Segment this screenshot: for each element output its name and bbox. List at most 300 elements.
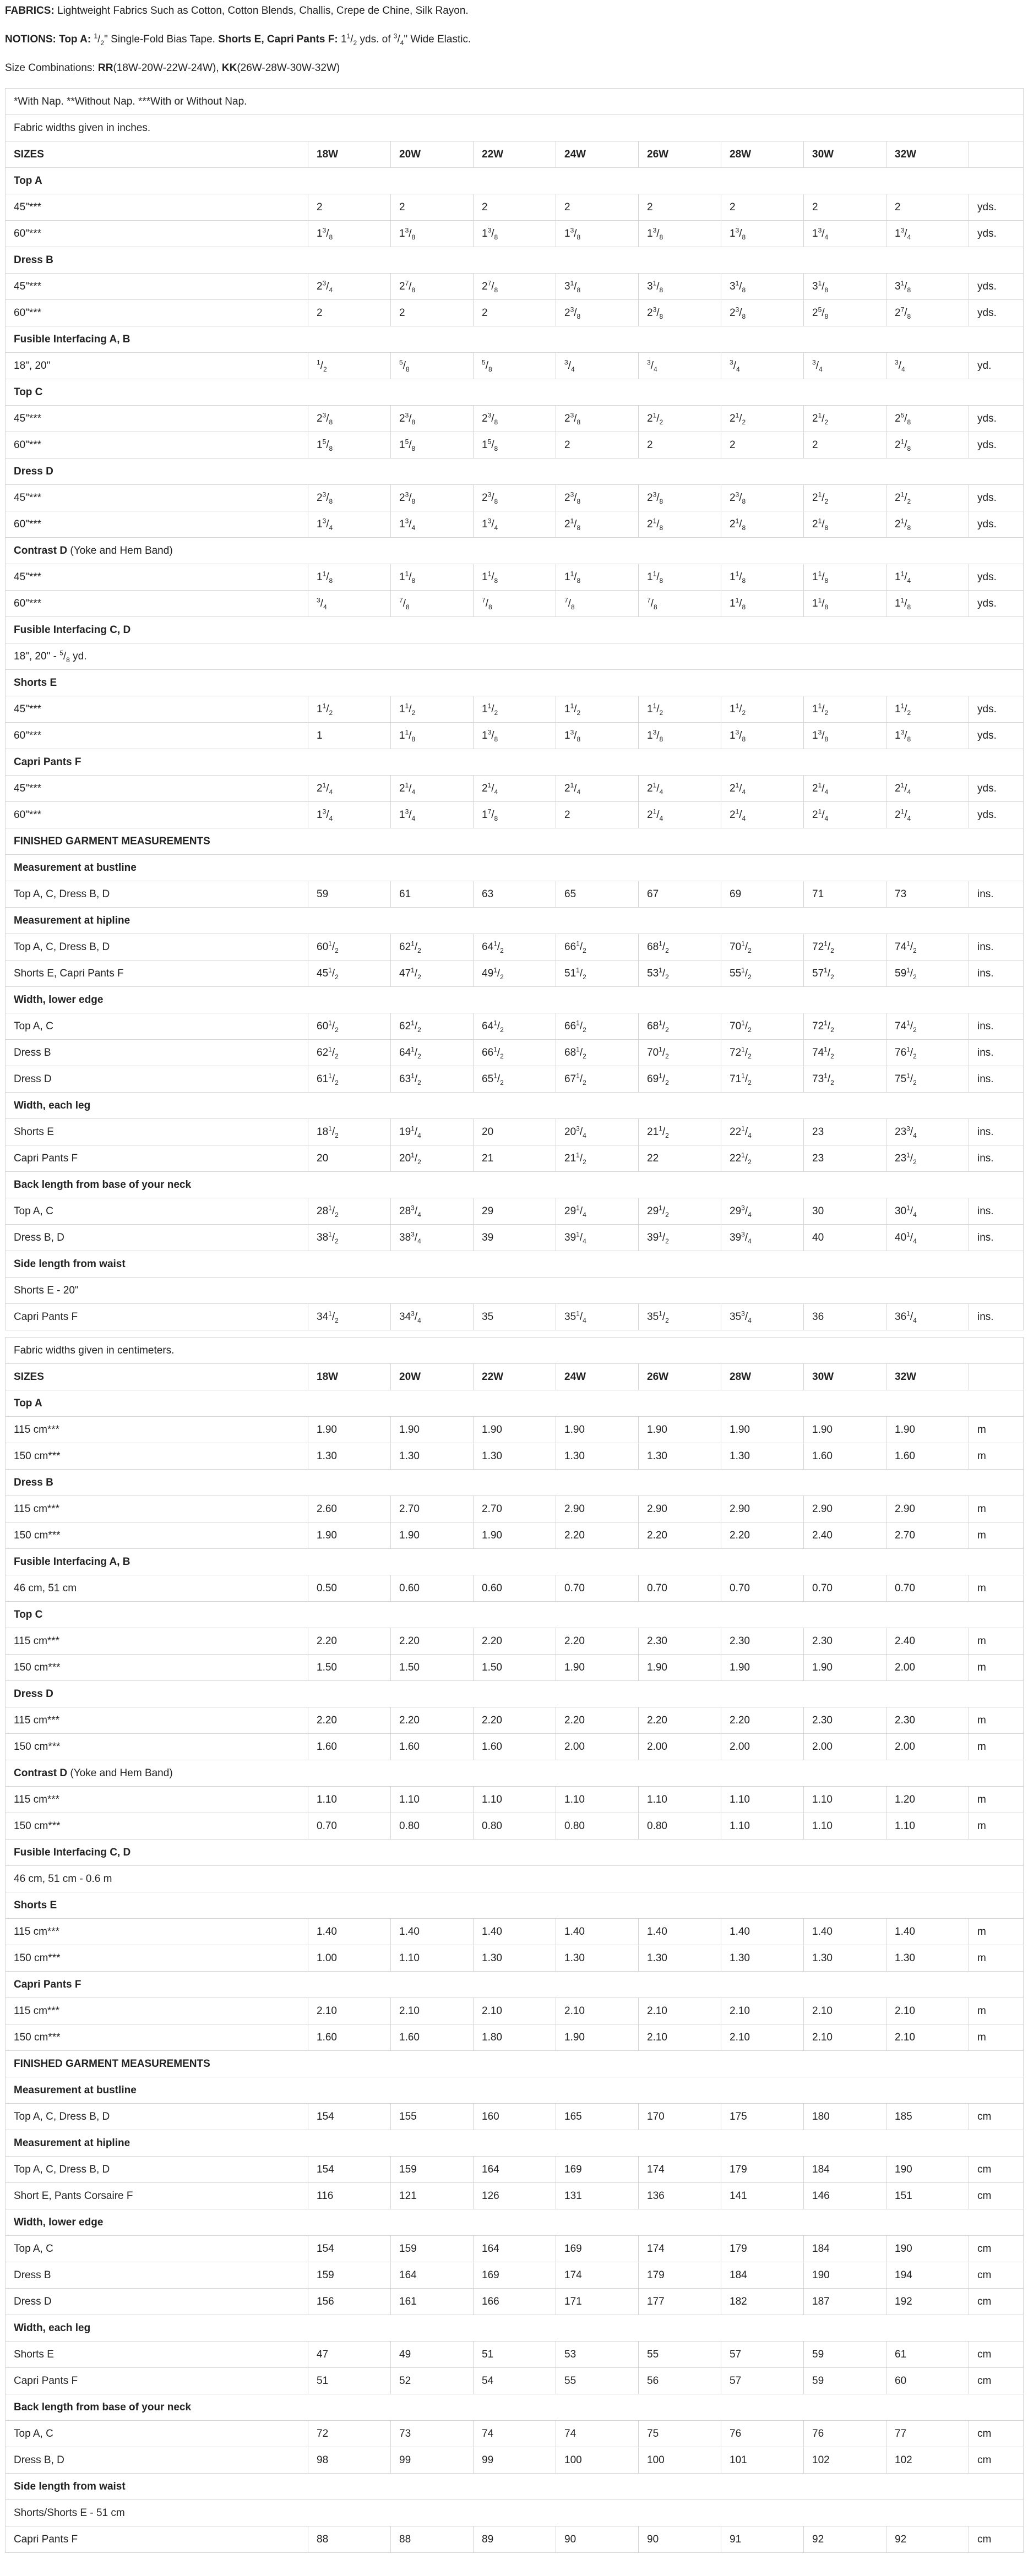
size-value-cell: 1.10: [639, 1787, 721, 1813]
size-value-cell: 59: [308, 881, 391, 908]
size-value-cell: 2.00: [721, 1734, 804, 1760]
unit-cell: m: [969, 2024, 1024, 2051]
size-value-cell: $2^3/_8$: [308, 485, 391, 511]
row-label: Top A, C, Dress B, D: [6, 934, 308, 960]
size-column-header: 32W: [886, 1364, 969, 1390]
size-column-header: 30W: [804, 1364, 886, 1390]
size-column-header: 20W: [391, 1364, 474, 1390]
data-row: [6, 564, 1024, 591]
width-note-row: [6, 1338, 1024, 1364]
size-value-cell: 74: [556, 2421, 639, 2447]
size-value-cell: 2.20: [308, 1628, 391, 1655]
section-title: [6, 538, 1024, 564]
data-row: [6, 1945, 1024, 1972]
size-value-cell: 98: [308, 2447, 391, 2474]
row-label: Shorts E, Capri Pants F: [6, 960, 308, 987]
size-value-cell: $^3/_4$: [639, 353, 721, 379]
data-row: [6, 2368, 1024, 2394]
size-value-cell: $1^5/_8$: [308, 432, 391, 459]
size-value-cell: 164: [391, 2262, 474, 2289]
row-label: 45"***: [6, 696, 308, 723]
size-value-cell: 156: [308, 2289, 391, 2315]
size-value-cell: $64^1/_2$: [474, 1013, 556, 1040]
width-note-row: [6, 115, 1024, 141]
size-value-cell: 61: [391, 881, 474, 908]
size-value-cell: 1.40: [308, 1919, 391, 1945]
size-value-cell: 1: [308, 723, 391, 749]
unit-cell: cm: [969, 2157, 1024, 2183]
row-label: 18", 20": [6, 353, 308, 379]
size-value-cell: 35: [474, 1304, 556, 1330]
section-row-top-a: [6, 168, 1024, 194]
size-value-cell: $67^1/_2$: [556, 1066, 639, 1093]
size-column-header: 26W: [639, 1364, 721, 1390]
section-row-side-length-from-waist: [6, 2474, 1024, 2500]
size-value-cell: $1^1/_8$: [721, 591, 804, 617]
section-title-text: Contrast D: [14, 1767, 68, 1779]
note-text: 46 cm, 51 cm - 0.6 m: [6, 1866, 1024, 1892]
data-row: [6, 511, 1024, 538]
size-value-cell: 1.10: [308, 1787, 391, 1813]
size-value-cell: 1.40: [556, 1919, 639, 1945]
row-label: Capri Pants F: [6, 1304, 308, 1330]
size-value-cell: 99: [474, 2447, 556, 2474]
size-value-cell: 0.60: [474, 1575, 556, 1602]
size-value-cell: $2^1/_4$: [308, 776, 391, 802]
notions-shorts-amount: $1^1/_2$: [340, 32, 357, 47]
size-value-cell: 2: [474, 300, 556, 326]
size-value-cell: $69^1/_2$: [639, 1066, 721, 1093]
size-value-cell: 0.80: [391, 1813, 474, 1840]
size-value-cell: 2.20: [391, 1707, 474, 1734]
size-value-cell: $76^1/_2$: [886, 1040, 969, 1066]
section-row-capri-pants-f: [6, 749, 1024, 776]
size-value-cell: $2^1/_2$: [804, 406, 886, 432]
size-value-cell: 2.20: [556, 1707, 639, 1734]
size-column-header: 28W: [721, 141, 804, 168]
size-value-cell: 21: [474, 1145, 556, 1172]
notions-elastic-fraction: $^3/_4$: [393, 32, 404, 47]
size-value-cell: $^7/_8$: [391, 591, 474, 617]
section-note: (Yoke and Hem Band): [67, 544, 173, 556]
section-row-capri-pants-f: [6, 1972, 1024, 1998]
size-value-cell: 1.90: [721, 1655, 804, 1681]
size-value-cell: 169: [556, 2157, 639, 2183]
size-value-cell: $1^1/_8$: [391, 564, 474, 591]
size-value-cell: $1^1/_8$: [308, 564, 391, 591]
size-column-header: 28W: [721, 1364, 804, 1390]
size-value-cell: 1.10: [391, 1787, 474, 1813]
size-value-cell: 0.80: [474, 1813, 556, 1840]
section-title: Capri Pants F: [6, 1972, 1024, 1998]
size-value-cell: $1^3/_4$: [886, 221, 969, 247]
size-value-cell: 2: [308, 194, 391, 221]
size-value-cell: $1^3/_8$: [639, 723, 721, 749]
size-value-cell: 63: [474, 881, 556, 908]
size-value-cell: 2.10: [308, 1998, 391, 2024]
row-label: 115 cm***: [6, 1417, 308, 1443]
size-value-cell: $2^5/_8$: [804, 300, 886, 326]
row-label: Top A, C: [6, 1198, 308, 1225]
data-row: [6, 696, 1024, 723]
size-value-cell: 57: [721, 2368, 804, 2394]
size-value-cell: 2.60: [308, 1496, 391, 1522]
size-value-cell: 51: [474, 2342, 556, 2368]
size-value-cell: 1.40: [391, 1919, 474, 1945]
size-column-header: 24W: [556, 141, 639, 168]
size-column-header: [969, 1364, 1024, 1390]
size-value-cell: $62^1/_2$: [391, 1013, 474, 1040]
size-value-cell: 2.20: [474, 1628, 556, 1655]
section-row-fusible-interfacing-c-d: [6, 617, 1024, 643]
unit-cell: yd.: [969, 353, 1024, 379]
size-value-cell: $60^1/_2$: [308, 934, 391, 960]
unit-cell: yds.: [969, 432, 1024, 459]
size-value-cell: 1.90: [721, 1417, 804, 1443]
fabrics-label: FABRICS:: [5, 5, 55, 17]
data-row: [6, 1225, 1024, 1251]
size-value-cell: $2^1/_2$: [886, 485, 969, 511]
size-value-cell: $59^1/_2$: [886, 960, 969, 987]
unit-cell: m: [969, 1575, 1024, 1602]
size-value-cell: 0.80: [639, 1813, 721, 1840]
size-value-cell: $2^1/_8$: [556, 511, 639, 538]
size-value-cell: 2: [556, 432, 639, 459]
notions-shorts-mid: yds. of: [357, 34, 394, 45]
size-value-cell: 2.20: [308, 1707, 391, 1734]
size-value-cell: 29: [474, 1198, 556, 1225]
unit-cell: cm: [969, 2447, 1024, 2474]
size-value-cell: $60^1/_2$: [308, 1013, 391, 1040]
unit-cell: yds.: [969, 485, 1024, 511]
size-value-cell: $22^1/_4$: [721, 1119, 804, 1145]
data-row: [6, 2421, 1024, 2447]
width-note: Fabric widths given in inches.: [6, 115, 1024, 141]
size-value-cell: 2.40: [804, 1522, 886, 1549]
row-label: 60"***: [6, 300, 308, 326]
size-value-cell: 1.40: [886, 1919, 969, 1945]
notions-shorts-end: " Wide Elastic.: [404, 34, 471, 45]
data-row: [6, 1040, 1024, 1066]
size-value-cell: 175: [721, 2104, 804, 2130]
size-value-cell: $2^3/_8$: [556, 300, 639, 326]
size-value-cell: 2.70: [886, 1522, 969, 1549]
size-value-cell: $51^1/_2$: [556, 960, 639, 987]
unit-cell: yds.: [969, 802, 1024, 828]
size-value-cell: $29^1/_2$: [639, 1198, 721, 1225]
size-value-cell: 101: [721, 2447, 804, 2474]
note-text: Shorts E - 20": [6, 1278, 1024, 1304]
row-label: 150 cm***: [6, 2024, 308, 2051]
size-value-cell: 73: [391, 2421, 474, 2447]
size-value-cell: $70^1/_2$: [639, 1040, 721, 1066]
section-title: Back length from base of your neck: [6, 2394, 1024, 2421]
combo-kk-sizes: (26W-28W-30W-32W): [237, 62, 340, 74]
width-note: Fabric widths given in centimeters.: [6, 1338, 1024, 1364]
size-value-cell: $2^1/_4$: [474, 776, 556, 802]
size-combinations-label: Size Combinations:: [5, 62, 95, 74]
size-value-cell: 1.90: [556, 2024, 639, 2051]
size-value-cell: 92: [804, 2526, 886, 2553]
size-value-cell: 61: [886, 2342, 969, 2368]
row-label: 60"***: [6, 591, 308, 617]
size-value-cell: 2.20: [556, 1628, 639, 1655]
size-value-cell: $1^3/_4$: [308, 802, 391, 828]
size-value-cell: 1.30: [639, 1945, 721, 1972]
size-value-cell: $^3/_4$: [804, 353, 886, 379]
unit-cell: yds.: [969, 511, 1024, 538]
size-value-cell: 2: [474, 194, 556, 221]
size-value-cell: $2^1/_4$: [804, 802, 886, 828]
size-value-cell: $1^1/_2$: [556, 696, 639, 723]
notions-shorts-label: Shorts E, Capri Pants F:: [218, 34, 338, 45]
size-value-cell: $1^1/_8$: [886, 591, 969, 617]
size-value-cell: $2^1/_4$: [639, 802, 721, 828]
size-value-cell: 1.30: [556, 1443, 639, 1470]
size-value-cell: $1^3/_8$: [639, 221, 721, 247]
size-value-cell: 0.70: [804, 1575, 886, 1602]
size-value-cell: 49: [391, 2342, 474, 2368]
size-value-cell: 74: [474, 2421, 556, 2447]
data-row: [6, 776, 1024, 802]
size-value-cell: $2^1/_2$: [721, 406, 804, 432]
row-label: Top A, C, Dress B, D: [6, 2157, 308, 2183]
size-value-cell: $74^1/_2$: [886, 1013, 969, 1040]
size-value-cell: 100: [556, 2447, 639, 2474]
size-value-cell: 59: [804, 2342, 886, 2368]
section-row-fusible-interfacing-c-d: [6, 1840, 1024, 1866]
section-title: Fusible Interfacing C, D: [6, 617, 1024, 643]
size-value-cell: 30: [804, 1198, 886, 1225]
size-value-cell: $68^1/_2$: [639, 934, 721, 960]
row-label: 60"***: [6, 511, 308, 538]
size-value-cell: $1^3/_4$: [804, 221, 886, 247]
data-row: [6, 802, 1024, 828]
row-label: Dress B, D: [6, 1225, 308, 1251]
size-value-cell: 1.50: [308, 1655, 391, 1681]
data-row: [6, 1787, 1024, 1813]
note-row: [6, 1278, 1024, 1304]
size-value-cell: 116: [308, 2183, 391, 2209]
size-value-cell: 40: [804, 1225, 886, 1251]
size-value-cell: 2.90: [886, 1496, 969, 1522]
size-value-cell: 2.70: [391, 1496, 474, 1522]
section-row-dress-d: [6, 1681, 1024, 1707]
data-row: [6, 1707, 1024, 1734]
section-title: Top A: [6, 1390, 1024, 1417]
size-value-cell: 1.90: [886, 1417, 969, 1443]
section-title: Shorts E: [6, 670, 1024, 696]
size-value-cell: 0.70: [886, 1575, 969, 1602]
size-value-cell: $63^1/_2$: [391, 1066, 474, 1093]
size-value-cell: $2^1/_4$: [721, 802, 804, 828]
size-value-cell: $35^1/_2$: [639, 1304, 721, 1330]
row-label: 150 cm***: [6, 1945, 308, 1972]
size-value-cell: $1^3/_8$: [721, 221, 804, 247]
unit-cell: yds.: [969, 776, 1024, 802]
section-title: Width, lower edge: [6, 2209, 1024, 2236]
size-value-cell: $1^3/_8$: [886, 723, 969, 749]
sizes-header-label: SIZES: [6, 141, 308, 168]
data-row: [6, 194, 1024, 221]
size-value-cell: 1.90: [308, 1522, 391, 1549]
data-row: [6, 1119, 1024, 1145]
size-value-cell: $62^1/_2$: [308, 1040, 391, 1066]
size-value-cell: 179: [721, 2236, 804, 2262]
size-value-cell: 2.10: [886, 2024, 969, 2051]
size-value-cell: 1.20: [886, 1787, 969, 1813]
size-value-cell: $1^1/_8$: [391, 723, 474, 749]
size-value-cell: 1.90: [308, 1417, 391, 1443]
size-value-cell: 2.30: [804, 1628, 886, 1655]
data-row: [6, 2104, 1024, 2130]
size-value-cell: 169: [474, 2262, 556, 2289]
size-value-cell: $1^3/_4$: [391, 511, 474, 538]
unit-cell: yds.: [969, 300, 1024, 326]
size-value-cell: 179: [639, 2262, 721, 2289]
row-label: Dress B: [6, 1040, 308, 1066]
size-value-cell: 55: [556, 2368, 639, 2394]
size-value-cell: $70^1/_2$: [721, 934, 804, 960]
size-value-cell: $2^5/_8$: [886, 406, 969, 432]
data-row: [6, 2342, 1024, 2368]
size-value-cell: $20^3/_4$: [556, 1119, 639, 1145]
size-value-cell: 194: [886, 2262, 969, 2289]
size-value-cell: $3^1/_8$: [886, 274, 969, 300]
size-value-cell: 174: [639, 2157, 721, 2183]
size-value-cell: 177: [639, 2289, 721, 2315]
size-value-cell: 102: [886, 2447, 969, 2474]
section-title: Top C: [6, 1602, 1024, 1628]
size-value-cell: 1.00: [308, 1945, 391, 1972]
section-title: Dress D: [6, 459, 1024, 485]
data-row: [6, 1417, 1024, 1443]
size-value-cell: 56: [639, 2368, 721, 2394]
size-value-cell: 126: [474, 2183, 556, 2209]
size-value-cell: $1^5/_8$: [391, 432, 474, 459]
size-value-cell: $^7/_8$: [639, 591, 721, 617]
notions-top-label: Top A:: [59, 34, 91, 45]
unit-cell: ins.: [969, 1066, 1024, 1093]
size-value-cell: $2^1/_8$: [721, 511, 804, 538]
unit-cell: cm: [969, 2368, 1024, 2394]
size-column-header: 30W: [804, 141, 886, 168]
size-value-cell: $39^3/_4$: [721, 1225, 804, 1251]
size-value-cell: $68^1/_2$: [556, 1040, 639, 1066]
size-value-cell: 2.10: [391, 1998, 474, 2024]
data-row: [6, 221, 1024, 247]
section-title: Measurement at hipline: [6, 2130, 1024, 2157]
size-value-cell: $1^1/_2$: [308, 696, 391, 723]
size-value-cell: $2^7/_8$: [474, 274, 556, 300]
note-row: [6, 643, 1024, 670]
size-value-cell: 2.10: [556, 1998, 639, 2024]
size-value-cell: $2^3/_8$: [391, 485, 474, 511]
size-value-cell: 0.70: [721, 1575, 804, 1602]
size-value-cell: 121: [391, 2183, 474, 2209]
row-label: 150 cm***: [6, 1655, 308, 1681]
data-row: [6, 2526, 1024, 2553]
size-value-cell: 2.90: [639, 1496, 721, 1522]
data-row: [6, 406, 1024, 432]
row-label: 60"***: [6, 221, 308, 247]
size-value-cell: $66^1/_2$: [556, 934, 639, 960]
data-row: [6, 300, 1024, 326]
size-value-cell: $61^1/_2$: [308, 1066, 391, 1093]
data-row: [6, 881, 1024, 908]
section-note: (Yoke and Hem Band): [67, 1767, 173, 1779]
size-value-cell: 131: [556, 2183, 639, 2209]
nap-note: *With Nap. **Without Nap. ***With or Without Nap.: [6, 89, 1024, 115]
unit-cell: cm: [969, 2289, 1024, 2315]
unit-cell: m: [969, 1787, 1024, 1813]
size-value-cell: 2.20: [556, 1522, 639, 1549]
data-row: [6, 1198, 1024, 1225]
row-label: 115 cm***: [6, 1787, 308, 1813]
data-row: [6, 1628, 1024, 1655]
unit-cell: m: [969, 1417, 1024, 1443]
data-row: [6, 2447, 1024, 2474]
size-value-cell: 174: [639, 2236, 721, 2262]
size-value-cell: 20: [474, 1119, 556, 1145]
size-value-cell: $68^1/_2$: [639, 1013, 721, 1040]
size-value-cell: $39^1/_4$: [556, 1225, 639, 1251]
unit-cell: cm: [969, 2104, 1024, 2130]
size-value-cell: 1.30: [556, 1945, 639, 1972]
row-label: 45"***: [6, 274, 308, 300]
section-row-fusible-interfacing-a-b: [6, 1549, 1024, 1575]
size-value-cell: $1^3/_4$: [308, 511, 391, 538]
size-value-cell: 1.30: [886, 1945, 969, 1972]
data-row: [6, 1575, 1024, 1602]
size-value-cell: 2.00: [556, 1734, 639, 1760]
size-value-cell: 1.30: [804, 1945, 886, 1972]
section-title: Side length from waist: [6, 2474, 1024, 2500]
size-value-cell: $49^1/_2$: [474, 960, 556, 987]
size-value-cell: 2.30: [639, 1628, 721, 1655]
size-value-cell: 182: [721, 2289, 804, 2315]
size-value-cell: 59: [804, 2368, 886, 2394]
size-value-cell: $^7/_8$: [556, 591, 639, 617]
row-label: 115 cm***: [6, 1628, 308, 1655]
unit-cell: ins.: [969, 1119, 1024, 1145]
size-value-cell: $38^3/_4$: [391, 1225, 474, 1251]
section-row-back-length-from-base-of-your-neck: [6, 1172, 1024, 1198]
unit-cell: m: [969, 1945, 1024, 1972]
size-value-cell: $2^1/_8$: [639, 511, 721, 538]
size-value-cell: $1^3/_8$: [721, 723, 804, 749]
unit-cell: cm: [969, 2526, 1024, 2553]
row-label: 45"***: [6, 776, 308, 802]
row-label: Short E, Pants Corsaire F: [6, 2183, 308, 2209]
row-label: Top A, C, Dress B, D: [6, 881, 308, 908]
size-value-cell: $1^5/_8$: [474, 432, 556, 459]
size-value-cell: 90: [639, 2526, 721, 2553]
section-title: Fusible Interfacing A, B: [6, 326, 1024, 353]
size-value-cell: 1.50: [474, 1655, 556, 1681]
size-column-header: 18W: [308, 141, 391, 168]
size-value-cell: $3^1/_8$: [556, 274, 639, 300]
size-column-header: 22W: [474, 141, 556, 168]
size-value-cell: 161: [391, 2289, 474, 2315]
size-value-cell: $^5/_8$: [474, 353, 556, 379]
data-row: [6, 591, 1024, 617]
data-row: [6, 1919, 1024, 1945]
section-title: Capri Pants F: [6, 749, 1024, 776]
row-label: 60"***: [6, 432, 308, 459]
unit-cell: ins.: [969, 960, 1024, 987]
size-value-cell: 2: [308, 300, 391, 326]
